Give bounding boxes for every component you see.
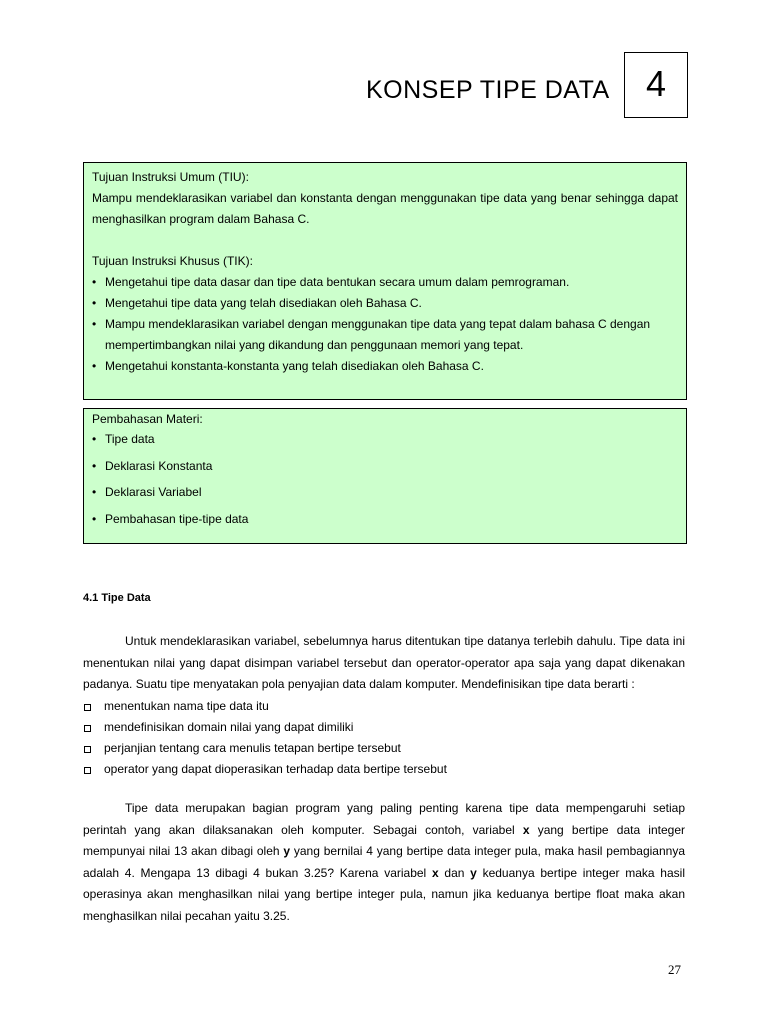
page-number: 27	[668, 962, 681, 977]
materials-item: • Tipe data	[92, 426, 678, 453]
chapter-number-box: 4	[624, 52, 688, 118]
section-heading: 4.1 Tipe Data	[83, 592, 151, 604]
materials-heading: Pembahasan Materi:	[92, 412, 203, 426]
paragraph-text: dan	[438, 865, 471, 880]
definition-item-text: menentukan nama tipe data itu	[104, 698, 269, 713]
intro-paragraph-block	[83, 631, 685, 780]
square-bullet-icon	[84, 725, 91, 732]
materials-item: • Deklarasi Variabel	[92, 479, 678, 506]
definition-list	[83, 696, 685, 780]
tiu-text: Mampu mendeklarasikan variabel dan konstanta dengan menggunakan tipe data yang benar sehingga dapat menghasilkan program dalam Bahasa C.	[92, 191, 678, 226]
definition-item-text: mendefinisikan domain nilai yang dapat dimiliki	[104, 719, 354, 734]
objectives-box	[83, 162, 687, 400]
variable-name: x	[522, 822, 530, 837]
chapter-title: KONSEP TIPE DATA	[366, 76, 610, 104]
tik-item: • Mengetahui tipe data dasar dan tipe data bentukan secara umum dalam pemrograman.	[92, 272, 678, 293]
tik-heading: Tujuan Instruksi Khusus (TIK):	[92, 254, 253, 268]
tik-item: • Mampu mendeklarasikan variabel dengan menggunakan tipe data yang tepat dalam bahasa C dengan mempertimbangkan nilai yang dikandung dan penggunaan memori yang tepat.	[92, 314, 678, 356]
tik-item: • Mengetahui konstanta-konstanta yang telah disediakan oleh Bahasa C.	[92, 356, 678, 377]
materials-item: • Pembahasan tipe-tipe data	[92, 506, 678, 533]
definition-item-text: perjanjian tentang cara menulis tetapan bertipe tersebut	[104, 740, 401, 755]
explanation-paragraph	[83, 798, 685, 927]
definition-item	[83, 696, 685, 717]
tiu-heading: Tujuan Instruksi Umum (TIU):	[92, 170, 249, 184]
paragraph-text: keduanya bertipe integer maka hasil operasinya akan menghasilkan nilai yang bertipe integer pula, namun jika keduanya bertipe float maka akan menghasilkan nilai pecahan yaitu 3.25.	[83, 865, 685, 923]
materials-box	[83, 408, 687, 544]
tik-item: • Mengetahui tipe data yang telah disediakan oleh Bahasa C.	[92, 293, 678, 314]
explanation-paragraph-block	[83, 798, 685, 927]
square-bullet-icon	[84, 767, 91, 774]
tik-list	[92, 272, 678, 377]
intro-paragraph: Untuk mendeklarasikan variabel, sebelumnya harus ditentukan tipe datanya terlebih dahulu. Tipe data ini menentukan nilai yang dapat disimpan variabel tersebut dan operator-operator apa saja yang dapat dikenakan padanya. Suatu tipe menyatakan pola penyajian data dalam komputer. Mendefinisikan tipe data berarti :	[83, 634, 685, 691]
materials-item: • Deklarasi Konstanta	[92, 453, 678, 480]
variable-name: y	[470, 865, 477, 880]
materials-list	[92, 426, 678, 532]
definition-item	[83, 717, 685, 738]
square-bullet-icon	[84, 746, 91, 753]
definition-item	[83, 759, 685, 780]
paragraph-text: yang bernilai 4 yang bertipe data integer pula, maka hasil pembagiannya adalah 4. Mengapa 13 dibagi 4 bukan 3.25? Karena variabel	[83, 844, 685, 880]
square-bullet-icon	[84, 704, 91, 711]
variable-name: y	[283, 844, 291, 858]
definition-item	[83, 738, 685, 759]
definition-item-text: operator yang dapat dioperasikan terhadap data bertipe tersebut	[104, 761, 447, 776]
variable-name: x	[431, 865, 439, 880]
paragraph-text: yang bertipe data integer mempunyai nilai 13 akan dibagi oleh	[83, 822, 685, 858]
paragraph-text: Tipe data merupakan bagian program yang paling penting karena tipe data mempengaruhi setiap perintah yang akan dilaksanakan oleh komputer. Sebagai contoh, variabel	[83, 801, 685, 837]
